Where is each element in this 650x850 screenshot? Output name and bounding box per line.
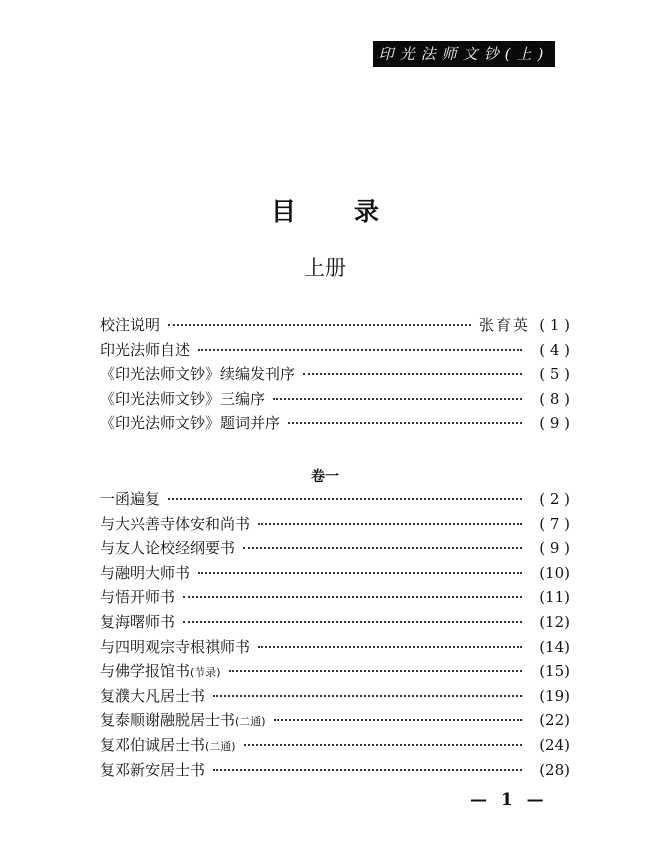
entry-page: (24) [539, 735, 570, 754]
entry-page: ( 8 ) [539, 389, 570, 408]
leader-dots [274, 719, 522, 721]
entry-page: (22) [539, 711, 570, 730]
toc-entry[interactable] [100, 636, 570, 661]
entry-title: 校注说明 [100, 316, 161, 334]
front-matter-list [100, 314, 570, 437]
entry-author: 张育英 [478, 316, 530, 334]
toc-entry[interactable] [100, 537, 570, 562]
entry-title: 印光法师自述 [100, 340, 191, 359]
leader-dots [273, 398, 522, 400]
entry-title: 与友人论校经纲要书 [100, 539, 236, 558]
entry-title: 《印光法师文钞》题词并序 [100, 414, 281, 433]
entry-title: 复泰顺谢融脱居士书 [100, 711, 236, 730]
entry-page: (11) [539, 588, 570, 607]
entry-title: 与悟开师书 [100, 588, 176, 607]
page-number: — 1 — [470, 790, 548, 810]
leader-dots [198, 349, 522, 351]
title-right: 录 [354, 197, 380, 226]
entry-page: (28) [539, 760, 570, 779]
entry-page: (10) [539, 563, 570, 582]
title-left: 目 [270, 197, 296, 226]
entry-title-group [100, 709, 266, 730]
volume-subtitle: 上册 [304, 256, 346, 280]
toc-entry[interactable] [100, 611, 570, 636]
entry-page: (15) [539, 662, 570, 681]
entry-page: (12) [539, 612, 570, 631]
section-heading: 卷一 [311, 469, 339, 485]
entry-page: (14) [539, 637, 570, 656]
toc-entry[interactable] [100, 388, 570, 413]
leader-dots [198, 572, 522, 574]
leader-dots [183, 621, 522, 623]
entry-title: 与融明大师书 [100, 563, 191, 582]
toc-entry[interactable] [100, 488, 570, 513]
entry-title: 一函遍复 [100, 490, 161, 508]
entry-title: 与佛学报馆书 [100, 662, 191, 681]
page-title [0, 192, 650, 228]
leader-dots [213, 769, 522, 771]
entry-title: 《印光法师文钞》三编序 [100, 389, 266, 408]
toc-entry[interactable] [100, 709, 570, 734]
toc-entry[interactable] [100, 685, 570, 710]
entry-page: ( 9 ) [539, 539, 570, 558]
leader-dots [258, 646, 522, 648]
toc-entry[interactable] [100, 513, 570, 538]
toc-entry[interactable] [100, 314, 570, 339]
leader-dots [229, 670, 522, 672]
leader-dots [213, 695, 522, 697]
leader-dots [288, 422, 522, 424]
entry-title: 《印光法师文钞》续编发刊序 [100, 365, 296, 384]
entry-title: 复邓伯诚居士书 [100, 735, 206, 754]
entry-page: ( 4 ) [539, 340, 570, 359]
entry-page: ( 2 ) [539, 490, 570, 508]
entry-title-group [100, 660, 221, 681]
leader-dots [303, 373, 522, 375]
toc-entry[interactable] [100, 586, 570, 611]
leader-dots [258, 523, 522, 525]
entry-page: (19) [539, 686, 570, 705]
toc-entry[interactable] [100, 562, 570, 587]
entry-page: ( 5 ) [539, 365, 570, 384]
entry-page: ( 7 ) [539, 514, 570, 533]
entry-page: ( 1 ) [539, 316, 570, 334]
leader-dots [168, 324, 471, 326]
toc-entry[interactable] [100, 660, 570, 685]
entry-title-group [100, 734, 236, 755]
entry-page: ( 9 ) [539, 414, 570, 433]
leader-dots [243, 547, 522, 549]
leader-dots [183, 596, 522, 598]
running-head: 印光法师文钞(上) [373, 41, 555, 67]
leader-dots [244, 744, 522, 746]
toc-entry[interactable] [100, 759, 570, 784]
leader-dots [168, 498, 522, 500]
entry-title: 与四明观宗寺根祺师书 [100, 637, 251, 656]
toc-entry[interactable] [100, 734, 570, 759]
entry-title: 与大兴善寺体安和尚书 [100, 514, 251, 533]
entry-note: (节录) [190, 666, 221, 680]
toc-entry[interactable] [100, 363, 570, 388]
entry-title: 复邓新安居士书 [100, 760, 206, 779]
section-entry-list [100, 488, 570, 783]
entry-title: 复濮大凡居士书 [100, 686, 206, 705]
toc-entry[interactable] [100, 412, 570, 437]
entry-note: (二通) [205, 739, 236, 753]
entry-note: (二通) [235, 715, 266, 729]
entry-title: 复海曙师书 [100, 612, 176, 631]
toc-entry[interactable] [100, 339, 570, 364]
